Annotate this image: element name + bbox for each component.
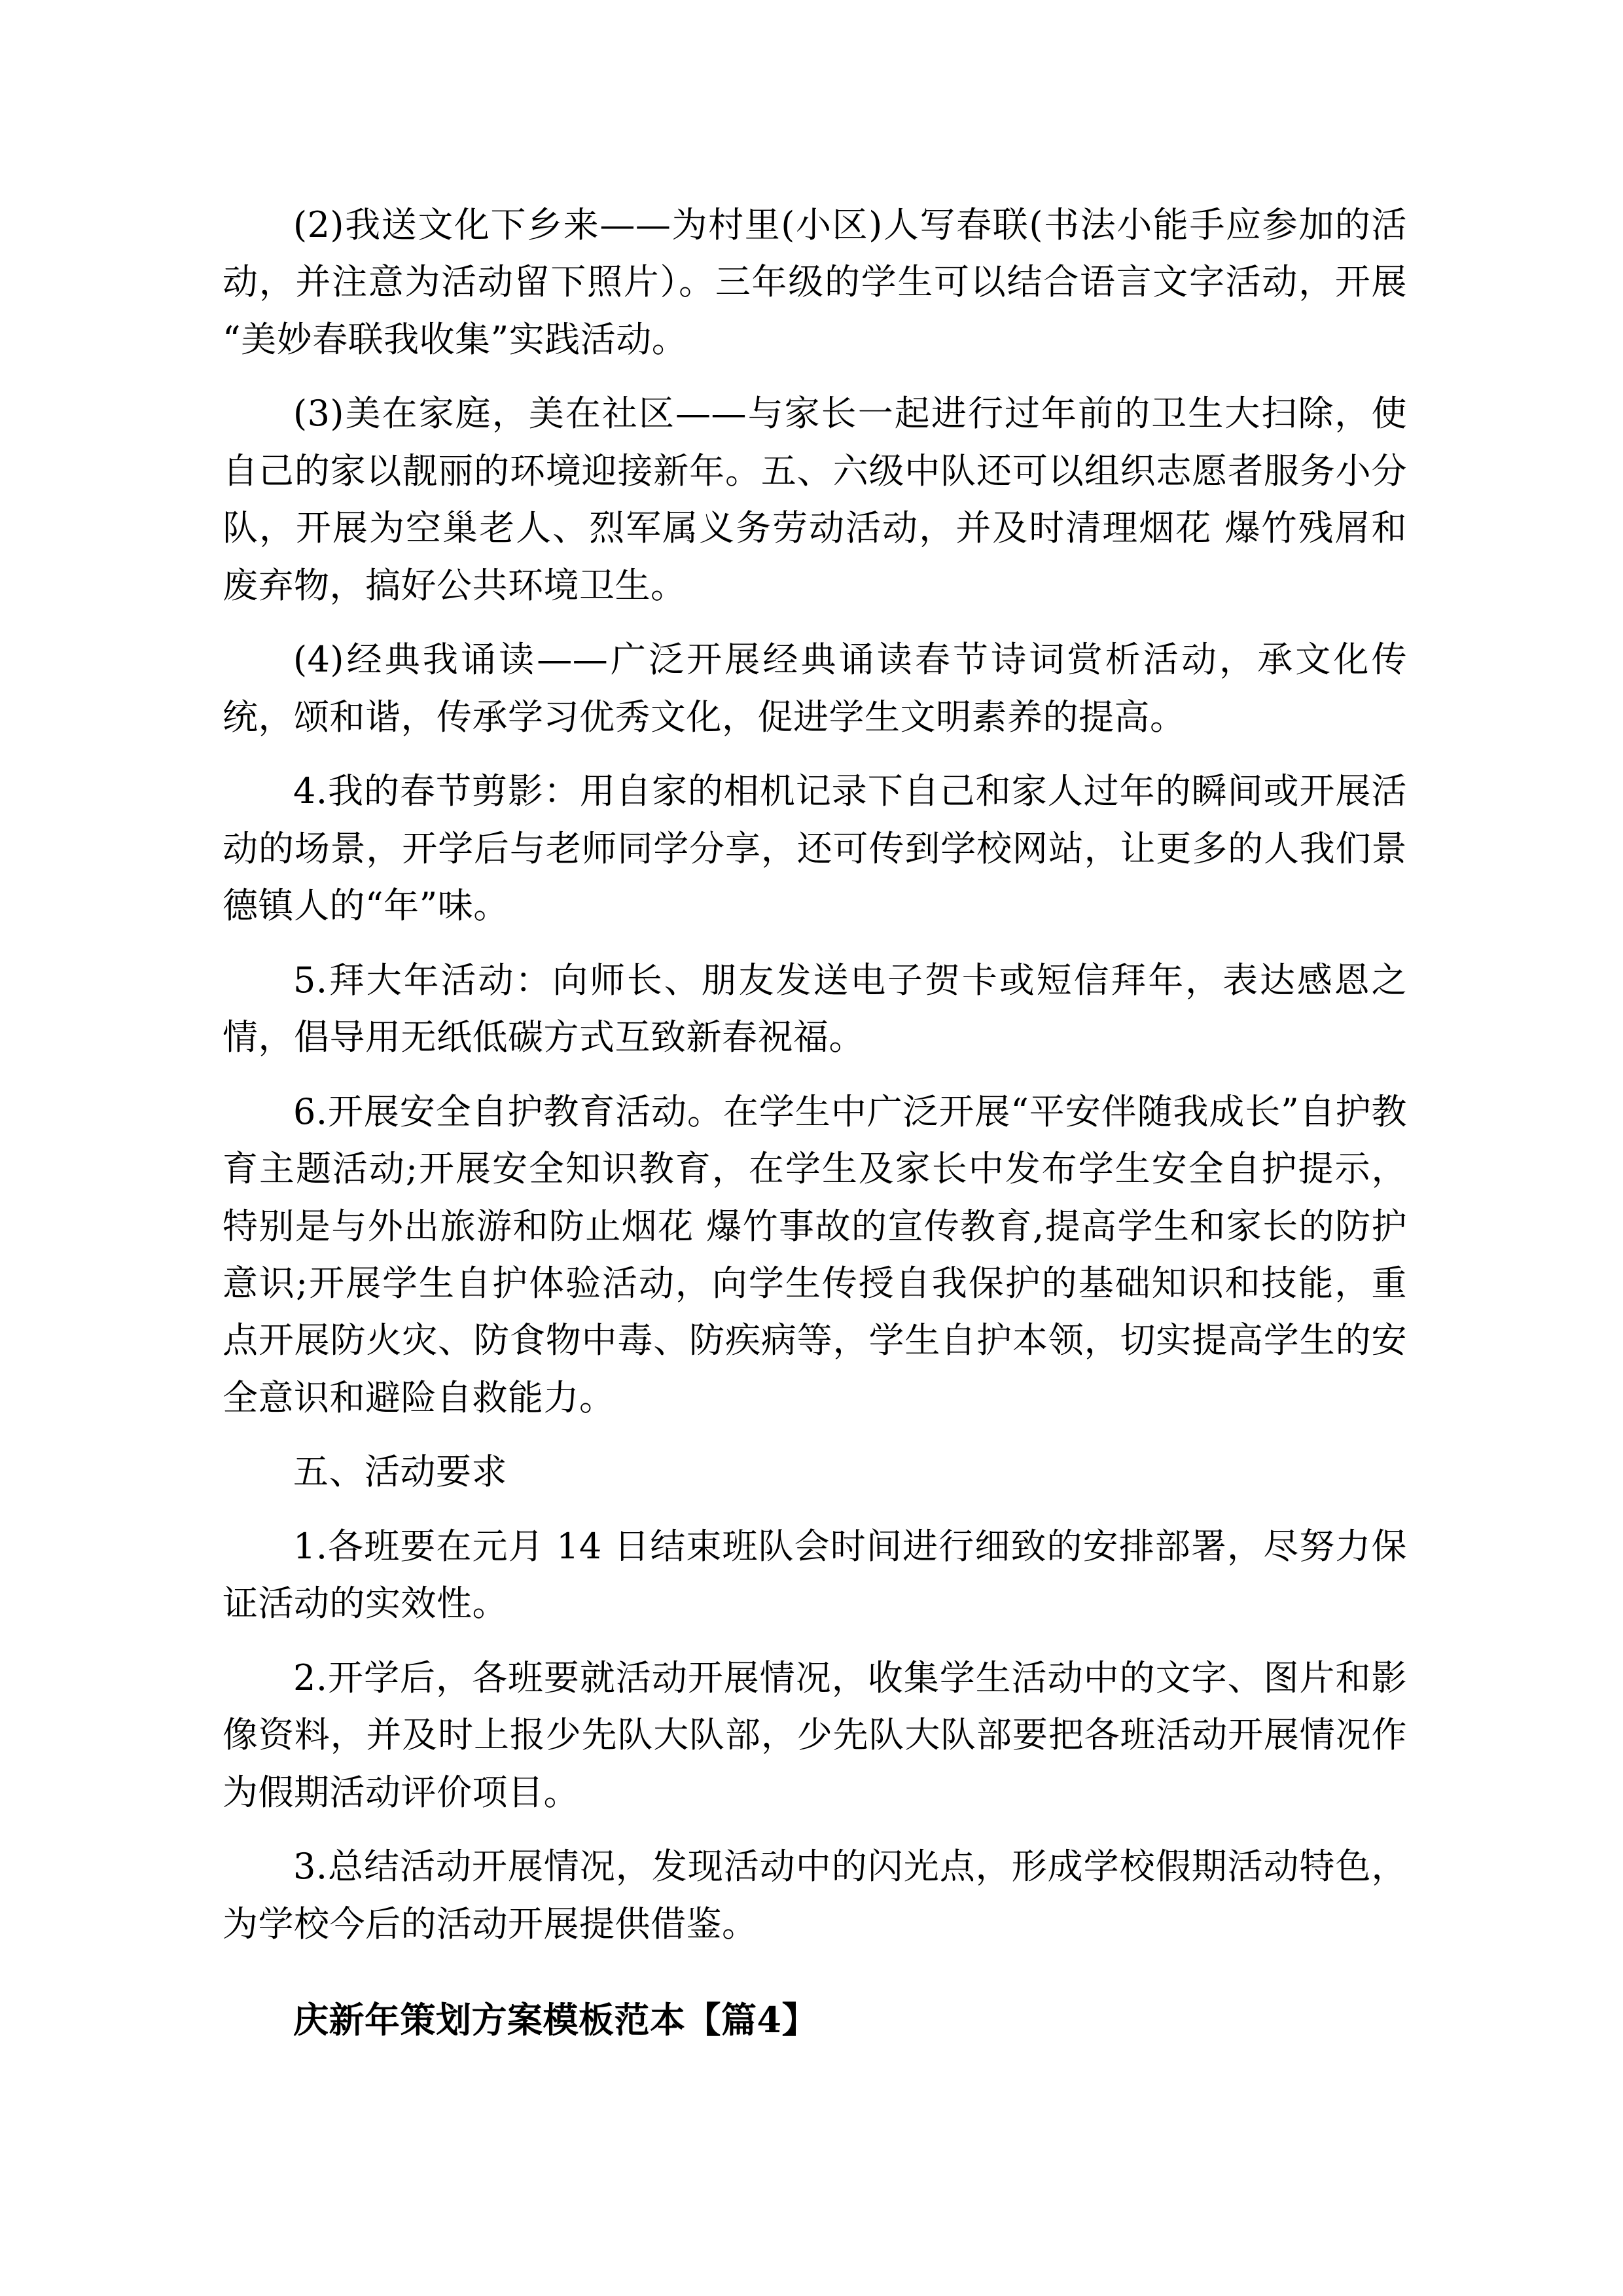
paragraph-item: 5.拜大年活动：向师长、朋友发送电子贺卡或短信拜年，表达感恩之情，倡导用无纸低碳方式互致新春祝福。 xyxy=(223,959,1407,1058)
paragraph-item: 4.我的春节剪影：用自家的相机记录下自己和家人过年的瞬间或开展活动的场景，开学后与老师同学分享，还可传到学校网站，让更多的人我们景德镇人的“年”味。 xyxy=(223,770,1407,927)
section-heading: 五、活动要求 xyxy=(293,1451,507,1493)
template-section-title: 庆新年策划方案模板范本【篇4】 xyxy=(293,1999,818,2041)
paragraph-item: 2.开学后，各班要就活动开展情况，收集学生活动中的文字、图片和影像资料，并及时上报少先队大队部，少先队大队部要把各班活动开展情况作为假期活动评价项目。 xyxy=(223,1657,1407,1813)
paragraph-item: 6.开展安全自护教育活动。在学生中广泛开展“平安伴随我成长”自护教育主题活动;开展安全知识教育，在学生及家长中发布学生安全自护提示，特别是与外出旅游和防止烟花 爆竹事故的宣传教育,提高学生和家长的防护意识;开展学生自护体验活动，向学生传授自我保护的基础知识和技能，重点开展防火灾、防食物中毒、防疾病等，学生自护本领，切实提高学生的安全意识和避险自救能力。 xyxy=(223,1090,1407,1418)
paragraph-item: (4)经典我诵读——广泛开展经典诵读春节诗词赏析活动，承文化传统，颂和谐，传承学习优秀文化，促进学生文明素养的提高。 xyxy=(223,639,1407,738)
paragraph-item: 3.总结活动开展情况，发现活动中的闪光点，形成学校假期活动特色，为学校今后的活动开展提供借鉴。 xyxy=(223,1846,1407,1945)
document-body xyxy=(223,196,1407,2049)
paragraph-item: (2)我送文化下乡来——为村里(小区)人写春联(书法小能手应参加的活动，并注意为活动留下照片）。三年级的学生可以结合语言文字活动，开展“美妙春联我收集”实践活动。 xyxy=(223,204,1407,360)
paragraph-item: 1.各班要在元月 14 日结束班队会时间进行细致的安排部署，尽努力保证活动的实效性。 xyxy=(223,1525,1407,1624)
paragraph-item: (3)美在家庭，美在社区——与家长一起进行过年前的卫生大扫除，使自己的家以靓丽的环境迎接新年。五、六级中队还可以组织志愿者服务小分队，开展为空巢老人、烈军属义务劳动活动，并及时清理烟花 爆竹残屑和废弃物，搞好公共环境卫生。 xyxy=(223,393,1407,606)
